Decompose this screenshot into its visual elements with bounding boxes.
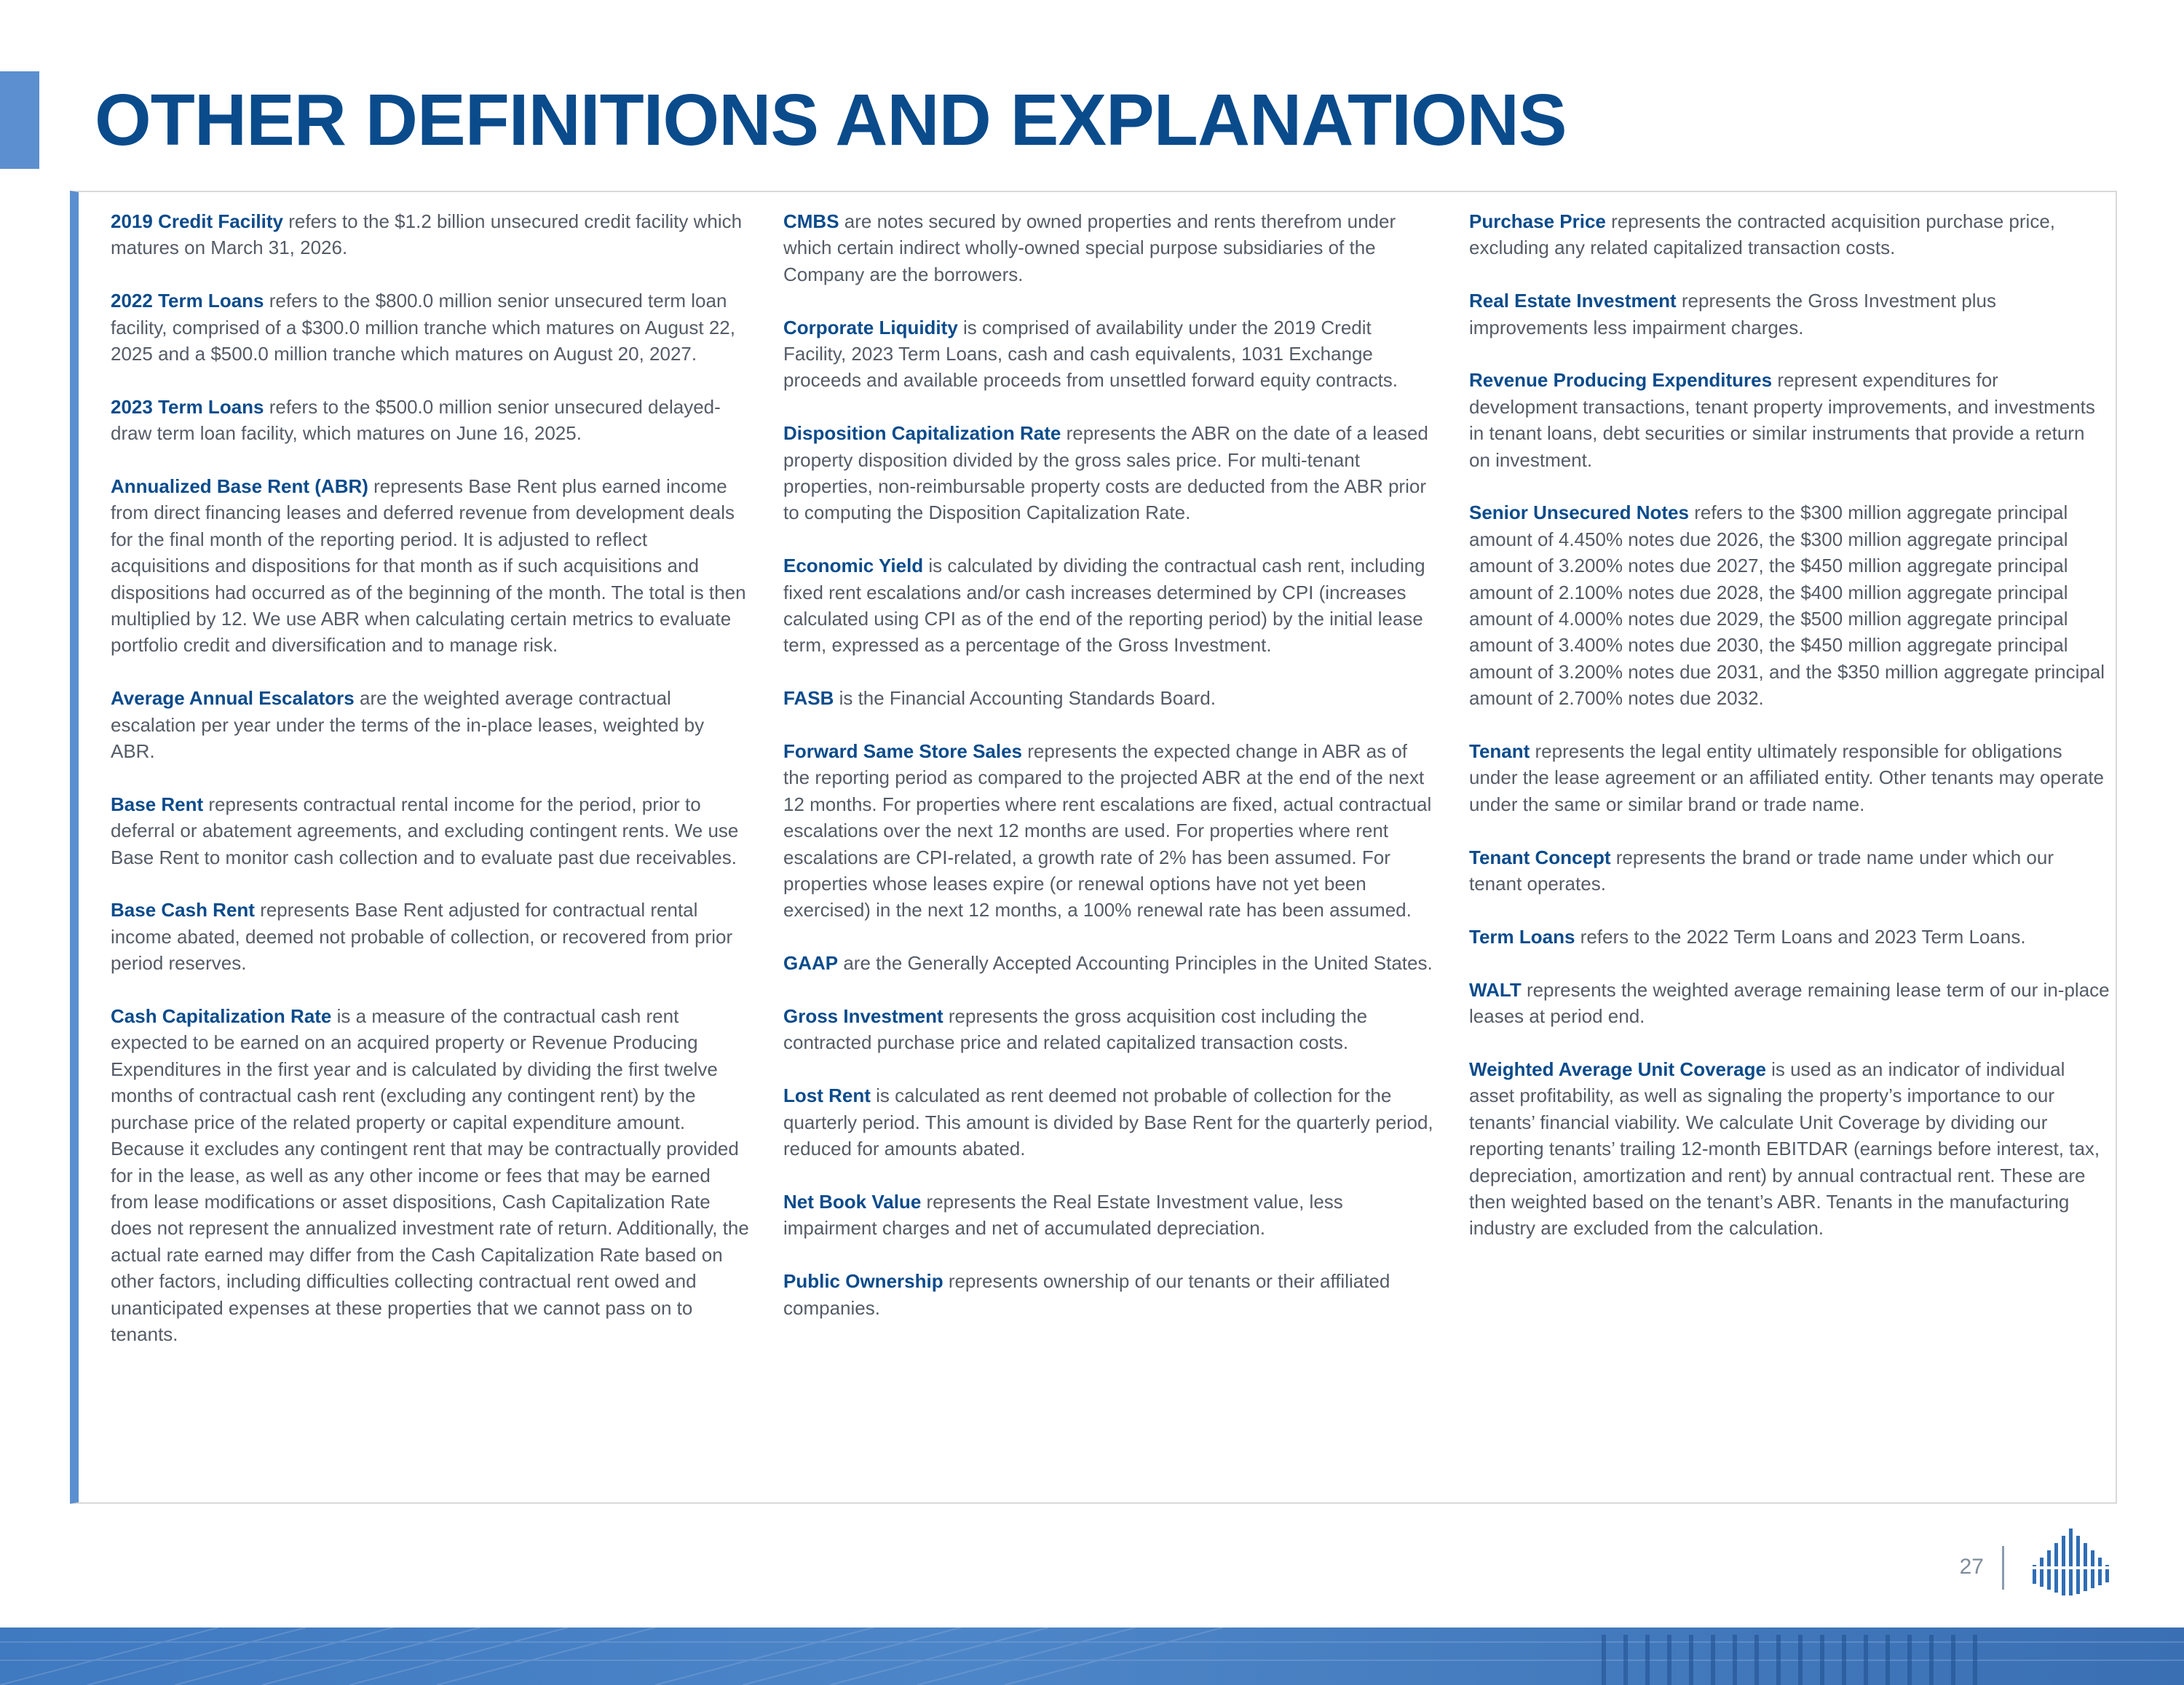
definition-term: 2022 Term Loans [111, 290, 264, 312]
definition-term: Senior Unsecured Notes [1469, 501, 1689, 524]
definition-entry [111, 685, 751, 764]
definition-term: Tenant Concept [1469, 846, 1611, 868]
definition-entry [783, 552, 1439, 659]
definition-entry [1469, 208, 2110, 261]
definition-text: represents the ABR on the date of a leased property disposition divided by the gross sales price. For multi-tenant properties, non-reimbursable property costs are deducted from the ABR prior to computing the Disposition Capitalization Rate. [783, 422, 1428, 524]
definition-term: Term Loans [1469, 925, 1575, 948]
definition-term: Purchase Price [1469, 210, 1606, 232]
definition-entry [111, 208, 751, 261]
definition-term: Weighted Average Unit Coverage [1469, 1058, 1766, 1080]
definition-text: represents the expected change in ABR as of the reporting period as compared to the projected ABR at the end of the next 12 months. For properties where rent escalations are fixed, actual contractual escalations over the next 12 months are used. For properties where rent escalations are CPI-related, a growth rate of 2% has been assumed. For properties whose leases expire (or renewal options have not yet been exercised) in the next 12 months, a 100% renewal rate has been assumed. [783, 740, 1432, 921]
company-logo-icon [2030, 1521, 2111, 1598]
definition-entry [1469, 844, 2110, 897]
definition-text: are the weighted average contractual escalation per year under the terms of the in-place leases, weighted by ABR. [111, 687, 705, 763]
definition-entry [783, 420, 1439, 526]
definition-term: CMBS [783, 210, 839, 232]
title-accent-bar [0, 71, 39, 169]
definition-term: 2019 Credit Facility [111, 210, 283, 232]
definition-entry [783, 1189, 1439, 1242]
definition-text: represents contractual rental income for the period, prior to deferral or abatement agreements, and excluding contingent rents. We use Base Rent to monitor cash collection and to evaluate past due receivables. [111, 793, 739, 868]
footer-divider [2002, 1546, 2004, 1590]
definition-entry [1469, 499, 2110, 711]
definition-text: represents the Real Estate Investment value, less impairment charges and net of accumulated depreciation. [783, 1190, 1343, 1240]
definitions-column-1 [111, 208, 751, 1374]
definition-entry [1469, 977, 2110, 1030]
definition-text: refers to the $300 million aggregate principal amount of 4.450% notes due 2026, the $300 million aggregate principal amount of 3.200% notes due 2027, the $450 million aggregate principal amount of 2.100% notes due 2028, the $400 million aggregate principal amount of 4.000% notes due 2029, the $500 million aggregate principal amount of 3.400% notes due 2030, the $450 million aggregate principal amount of 3.200% notes due 2031, and the $350 million aggregate principal amount of 2.700% notes due 2032. [1469, 501, 2105, 710]
definition-entry [783, 950, 1439, 976]
definition-entry [783, 1268, 1439, 1321]
definition-text: represents the weighted average remaining lease term of our in-place leases at period end. [1469, 978, 2110, 1028]
definition-entry [111, 897, 751, 976]
definition-entry [1469, 738, 2110, 817]
definition-term: Lost Rent [783, 1085, 871, 1107]
definition-entry [111, 473, 751, 659]
definition-text: is calculated as rent deemed not probable of collection for the quarterly period. This amount is divided by Base Rent for the quarterly period, reduced for amounts abated. [783, 1085, 1433, 1160]
footer-banner [0, 1627, 2184, 1685]
definition-text: refers to the $500.0 million senior unsecured delayed-draw term loan facility, which matures on June 16, 2025. [111, 395, 721, 445]
definition-term: Forward Same Store Sales [783, 740, 1023, 763]
definition-term: Average Annual Escalators [111, 687, 355, 710]
definition-text: are notes secured by owned properties and rents therefrom under which certain indirect wholly-owned special purpose subsidiaries of the Company are the borrowers. [783, 210, 1396, 285]
definition-entry [783, 314, 1439, 394]
definition-term: Economic Yield [783, 555, 924, 577]
page-title: OTHER DEFINITIONS AND EXPLANATIONS [95, 79, 1567, 161]
definitions-panel [70, 191, 2117, 1504]
definition-text: represents Base Rent plus earned income from direct financing leases and deferred revenue from development deals for the final month of the reporting period. It is adjusted to reflect acquisitions and dispositions for that month as if such acquisitions and dispositions had occurred as of the beginning of the month. The total is then multiplied by 12. We use ABR when calculating certain metrics to evaluate portfolio credit and diversification and to manage risk. [111, 475, 746, 657]
definition-term: Gross Investment [783, 1005, 943, 1028]
definition-entry [783, 1082, 1439, 1162]
definition-text: is used as an indicator of individual asset profitability, as well as signaling the property’s importance to our tenants’ financial viability. We calculate Unit Coverage by dividing our reporting tenants’ trailing 12-month EBITDAR (earnings before interest, tax, depreciation, amortization and rent) by annual contractual rent. These are then weighted based on the tenant’s ABR. Tenants in the manufacturing industry are excluded from the calculation. [1469, 1058, 2100, 1240]
definition-term: Tenant [1469, 740, 1530, 763]
definition-entry [1469, 924, 2110, 950]
definition-entry [111, 394, 751, 447]
definition-term: Base Cash Rent [111, 899, 255, 921]
definition-text: represents the contracted acquisition purchase price, excluding any related capitalized transaction costs. [1469, 210, 2056, 259]
definitions-column-2 [783, 208, 1439, 1347]
definition-term: Revenue Producing Expenditures [1469, 369, 1773, 392]
definition-term: Net Book Value [783, 1190, 922, 1213]
definition-text: is calculated by dividing the contractual cash rent, including fixed rent escalations and/or cash increases determined by CPI (increases calculated using CPI as of the end of the reporting period) by the initial lease term, expressed as a percentage of the Gross Investment. [783, 555, 1425, 657]
definition-text: represent expenditures for development transactions, tenant property improvements, and investments in tenant loans, debt securities or similar instruments that provide a return on investment. [1469, 369, 2095, 471]
page-number: 27 [1959, 1555, 1984, 1579]
definition-text: are the Generally Accepted Accounting Principles in the United States. [838, 952, 1433, 975]
definition-term: Annualized Base Rent (ABR) [111, 475, 368, 498]
definition-entry [783, 685, 1439, 711]
definition-text: represents the legal entity ultimately responsible for obligations under the lease agreement or an affiliated entity. Other tenants may operate under the same or similar brand or trade name. [1469, 740, 2105, 815]
definition-term: Base Rent [111, 793, 204, 815]
definition-term: Disposition Capitalization Rate [783, 422, 1061, 445]
definition-entry [111, 1003, 751, 1347]
definition-entry [1469, 367, 2110, 473]
definition-term: 2023 Term Loans [111, 395, 264, 418]
definition-text: is the Financial Accounting Standards Board. [834, 687, 1216, 710]
definition-text: is comprised of availability under the 2019 Credit Facility, 2023 Term Loans, cash and cash equivalents, 1031 Exchange proceeds and available proceeds from unsettled forward equity contracts. [783, 316, 1398, 392]
definition-text: represents ownership of our tenants or their affiliated companies. [783, 1270, 1390, 1319]
definition-entry [111, 288, 751, 367]
definition-term: FASB [783, 687, 834, 710]
definition-entry [783, 208, 1439, 288]
definition-text: refers to the $1.2 billion unsecured credit facility which matures on March 31, 2026. [111, 210, 743, 259]
definition-text: refers to the 2022 Term Loans and 2023 Term Loans. [1575, 925, 2026, 948]
definition-entry [783, 1003, 1439, 1056]
definition-term: Public Ownership [783, 1270, 943, 1293]
definition-text: represents Base Rent adjusted for contractual rental income abated, deemed not probable of collection, or recovered from prior period reserves. [111, 899, 733, 975]
definition-entry [1469, 1056, 2110, 1242]
definition-term: Cash Capitalization Rate [111, 1005, 332, 1028]
definition-entry [783, 738, 1439, 924]
definition-term: Corporate Liquidity [783, 316, 958, 338]
definition-term: Real Estate Investment [1469, 290, 1677, 312]
definition-term: WALT [1469, 978, 1522, 1001]
footer-banner-pattern [0, 1627, 2184, 1685]
definition-text: represents the Gross Investment plus improvements less impairment charges. [1469, 290, 1996, 338]
definition-term: GAAP [783, 952, 839, 975]
definition-text: represents the gross acquisition cost including the contracted purchase price and related capitalized transaction costs. [783, 1005, 1368, 1054]
definitions-column-3 [1469, 208, 2110, 1268]
definition-text: refers to the $800.0 million senior unsecured term loan facility, comprised of a $300.0 million tranche which matures on August 22, 2025 and a $500.0 million tranche which matures on August 20, 2027. [111, 290, 735, 365]
definition-entry [111, 791, 751, 871]
definition-text: represents the brand or trade name under which our tenant operates. [1469, 846, 2054, 895]
definition-text: is a measure of the contractual cash rent expected to be earned on an acquired property or Revenue Producing Expenditures in the first year and is calculated by dividing the first twelve months of contractual cash rent (excluding any contingent rent) by the purchase price of the related property or capital expenditure amount. Because it excludes any contingent rent that may be contractually provided for in the lease, as well as any other income or fees that may be earned from lease modifications or asset dispositions, Cash Capitalization Rate does not represent the annualized investment rate of return. Additionally, the actual rate earned may differ from the Cash Capitalization Rate based on other factors, including difficulties collecting contractual rent owed and unanticipated expenses at these properties that we cannot pass on to tenants. [111, 1005, 749, 1345]
definition-entry [1469, 288, 2110, 341]
